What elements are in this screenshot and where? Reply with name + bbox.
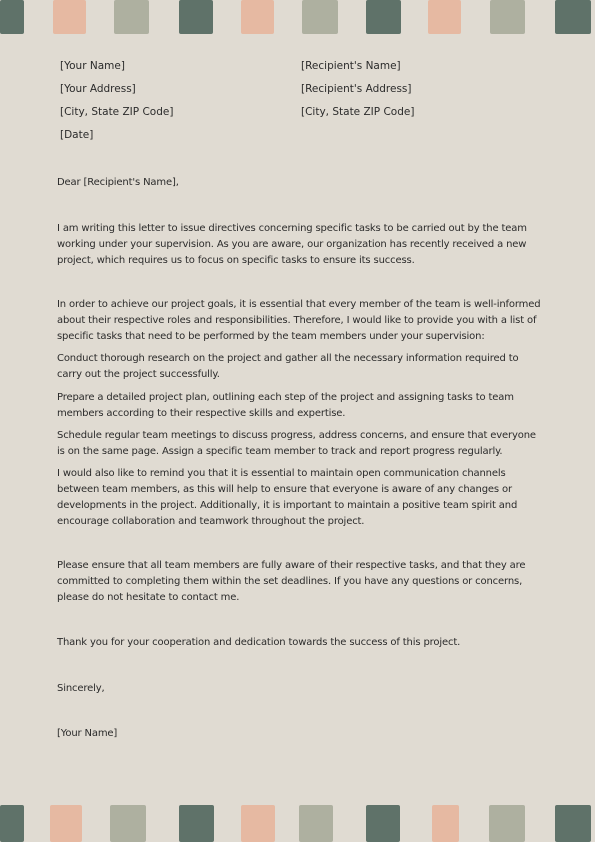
stripe — [299, 805, 333, 842]
letter-date: [Date] — [60, 129, 94, 141]
stripe — [432, 805, 459, 842]
stripe — [0, 805, 24, 842]
closing: Sincerely, — [57, 683, 105, 694]
recipient-block — [301, 55, 414, 124]
sender-name: [Your Name] — [60, 60, 125, 72]
communication-paragraph: I would also like to remind you that it is essential to maintain open communication channels between team members, as this will help to ensure that everyone is aware of any changes or developments in the project. Additionally, it is important to maintain a positive team spirit and encourage collaboration and teamwork throughout the project. — [57, 468, 518, 527]
thanks-paragraph: Thank you for your cooperation and dedication towards the success of this project. — [57, 637, 461, 648]
ensure-paragraph: Please ensure that all team members are fully aware of their respective tasks, and that they are committed to completing them within the set deadlines. If you have any questions or concerns, please do not hesitate to contact me. — [57, 560, 526, 603]
stripe — [555, 0, 591, 34]
stripe — [428, 0, 461, 34]
recipient-name: [Recipient's Name] — [301, 60, 401, 72]
stripe — [179, 805, 214, 842]
signature: [Your Name] — [57, 728, 118, 739]
task-3: Schedule regular team meetings to discuss progress, address concerns, and ensure that everyone is on the same page. Assign a specific team member to track and report progress regularly. — [57, 430, 536, 457]
sender-address: [Your Address] — [60, 83, 136, 95]
top-stripe-border — [0, 0, 595, 34]
stripe — [53, 0, 86, 34]
task-2: Prepare a detailed project plan, outlining each step of the project and assigning tasks to team members according to their respective skills and expertise. — [57, 392, 514, 419]
stripe — [366, 805, 400, 842]
stripe — [110, 805, 146, 842]
stripe — [0, 0, 24, 34]
stripe — [179, 0, 213, 34]
stripe — [490, 0, 525, 34]
salutation: Dear [Recipient's Name], — [57, 177, 179, 188]
recipient-address: [Recipient's Address] — [301, 83, 412, 95]
stripe — [241, 805, 275, 842]
stripe — [302, 0, 338, 34]
stripe — [50, 805, 82, 842]
stripe — [366, 0, 401, 34]
bottom-stripe-border — [0, 805, 595, 842]
stripe — [114, 0, 149, 34]
intro-paragraph: I am writing this letter to issue directives concerning specific tasks to be carried out by the team working under your supervision. As you are aware, our organization has recently received a new project, which requires us to focus on specific tasks to ensure its success. — [57, 223, 527, 266]
sender-city: [City, State ZIP Code] — [60, 106, 174, 118]
stripe — [241, 0, 274, 34]
stripe — [555, 805, 591, 842]
stripe — [489, 805, 525, 842]
task-1: Conduct thorough research on the project and gather all the necessary information required to carry out the project successfully. — [57, 353, 519, 380]
recipient-city: [City, State ZIP Code] — [301, 106, 415, 118]
goals-paragraph: In order to achieve our project goals, it is essential that every member of the team is well-informed about their respective roles and responsibilities. Therefore, I would like to provide you with a list of specific tasks that need to be performed by the team members under your supervision: — [57, 299, 541, 342]
sender-block — [60, 55, 173, 147]
